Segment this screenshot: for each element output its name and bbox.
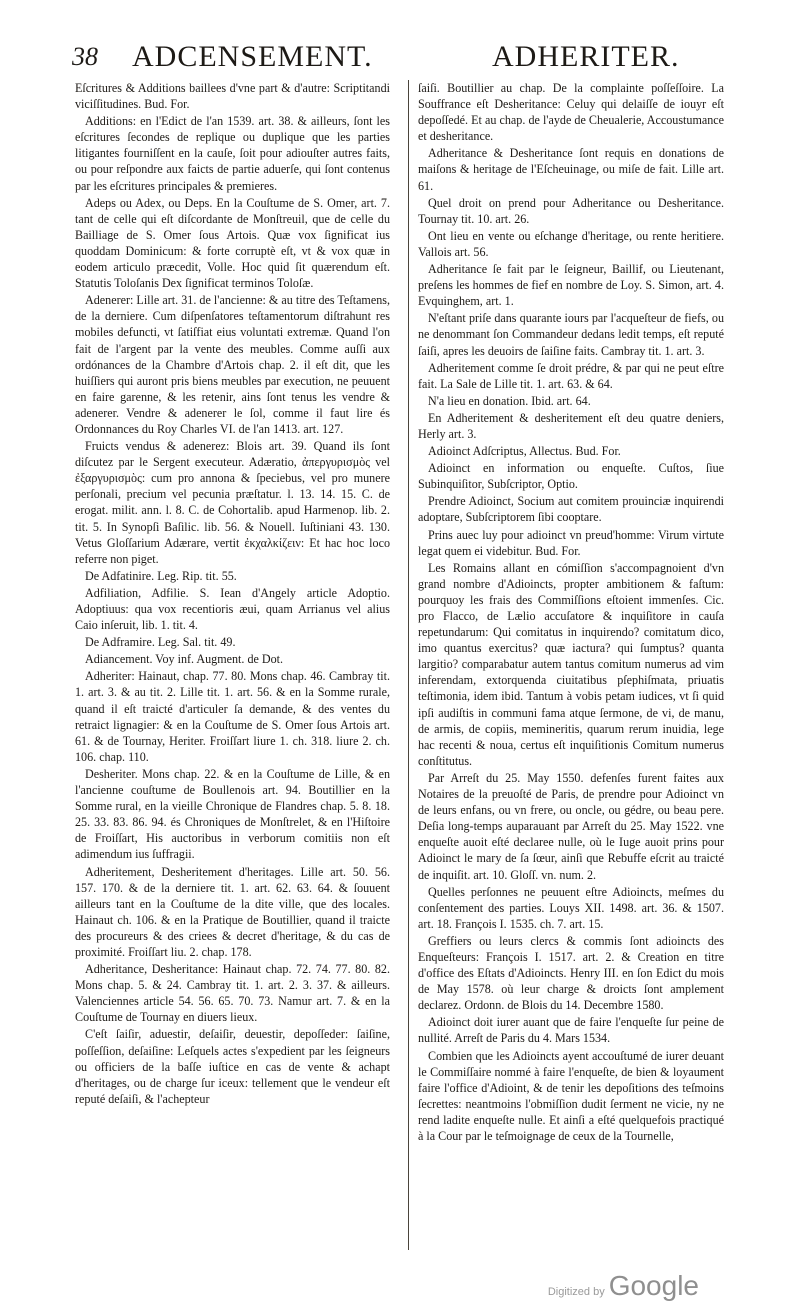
page-number: 38 (72, 42, 98, 71)
paragraph: Adioinct doit iurer auant que de faire l'enqueſte ſur peine de nullité. Arreſt de Paris du 4. Mars 1534. (418, 1015, 724, 1046)
paragraph: Eſcritures & Additions baillees d'vne part & d'autre: Scriptitandi viciſſitudines. Bud. For. (75, 81, 390, 112)
paragraph: Adheritement, Desheritement d'heritages. Lille art. 50. 56. 157. 170. & de la derniere tit. 1. art. 62. 63. 64. & ſouuent ailleurs tant en la Couſtume de la dite ville, que des locales. Hainaut ch. 106. & en la Pratique de Boutillier, quand il traicte des procureurs & des criees & decret d'heritage, & du cas de proximité. Froiſſart liu. 2. chap. 178. (75, 864, 390, 959)
paragraph: Adiancement. Voy inf. Augment. de Dot. (85, 652, 284, 667)
paragraph: Adheriter: Hainaut, chap. 77. 80. Mons chap. 46. Cambray tit. 1. art. 3. & au tit. 2. Lille tit. 1. art. 56. & en la Somme rurale, quand il eſt traicté d'articuler ſa demande, & des ventes du retraict lignagier: & en la Couſtume de S. Omer ſous Artois art. 61. & de Tournay, Heriter. Froiſſart liure 1. ch. 318. liure 2. ch. 106. chap. 110. (75, 669, 390, 764)
paragraph: Ont lieu en vente ou eſchange d'heritage, ou rente heritiere. Vallois art. 56. (418, 228, 724, 259)
paragraph: N'a lieu en donation. Ibid. art. 64. (428, 393, 591, 408)
paragraph: Adeps ou Adex, ou Deps. En la Couſtume de S. Omer, art. 7. tant de celle qui eſt diſcordante de Monſtreuil, que de celle du Bailliage de S. Omer ſous Artois. Quæ vox ſignificat ius quoddam Dominicum: & forte corruptè eſt, vt & vox quæ in eodem articulo præcedit, Volle. Hoc quid ſit quærendum eſt. Statutis Toloſanis Dex ſignificat terminos Toloſæ. (75, 195, 390, 291)
paragraph: Adioinct Adſcriptus, Allectus. Bud. For. (428, 444, 621, 459)
left-column (75, 80, 390, 1108)
paragraph: Quel droit on prend pour Adheritance ou Desheritance. Tournay tit. 10. art. 26. (418, 195, 724, 226)
paragraph: Les Romains allant en cómiſſion s'accompagnoient d'vn grand nombre d'Adioincts, propter ambitionem & faſtum: pourquoy les frais des Commiſſions eſtoient immenſes. Cic. pro Flacco, de Lælio accuſatore & inquiſitore in cauſa repetundarum: Qui comitatus in inquirendo? comitatum dico, imo quantus exercitus? quæ iactura? qui ſumptus? quanta largitio? comparabatur autem tantus comitum numerus ad vim inferendam, extorquenda ciuitatibus pſephiſmata, priuatis teſtimonia, idem ibid. Tantum à vobis petam iudices, vt ſi quid ipſi audiſtis in communi fama atque ſermone, de vi, de manu, de armis, de copiis, memineritis, quarum rerum inuidia, lege hac recenti & noua, certus eſt inquiſitionis Comitum numerus conſtitutus. (418, 560, 724, 768)
paragraph: Adheritance & Desheritance ſont requis en donations de maiſons & heritage de l'Eſcheuinage, ou miſe de fait. Lille art. 61. (418, 146, 724, 193)
paragraph: De Adframire. Leg. Sal. tit. 49. (85, 635, 236, 650)
paragraph: Greffiers ou leurs clercs & commis ſont adioincts des Enqueſteurs: François I. 1517. art. 2. & Creation en titre d'office des Eſtats d'Adioincts. Henry III. en ſon Edict du mois de May 1578. où leur charge & droicts ſont amplement declarez. Ordonn. de Blois du 14. Decembre 1580. (418, 933, 724, 1013)
running-head-right: ADHERITER. (492, 40, 680, 73)
paragraph: Prendre Adioinct, Socium aut comitem prouinciæ inquirendi adoptare, Subſcriptorem ſibi cooptare. (418, 494, 724, 525)
paragraph: De Adfatinire. Leg. Rip. tit. 55. (85, 568, 237, 583)
paragraph: Adioinct en information ou enqueſte. Cuſtos, ſiue Subinquiſitor, Subſcriptor, Optio. (418, 461, 724, 492)
paragraph: Additions: en l'Edict de l'an 1539. art. 38. & ailleurs, ſont les eſcritures ſecondes de replique ou duplique que les parties litigantes fourniſſent en la cauſe, ſoit pour adiouſter autres faits, ou pour reſpondre aux faicts de partie aduerſe, qui ſont contenus par les eſcritures principales & premieres. (75, 114, 390, 193)
paragraph: Fruicts vendus & adenerez: Blois art. 39. Quand ils ſont diſcutez par le Sergent executeur. Adæratio, ἀπεργυρισμὸς vel ἐξαργυρισμὸς: cum pro annona & ſpeciebus, vel pro munere perſonali, precium vel pecunia præſtatur. l. 13. 14. 15. C. de erogat. milit. ann. l. 8. C. de Cohortalib. apud Harmenop. lib. 2. tit. 5. In Synopſi Baſilic. lib. 56. & Nouell. Iuſtiniani 43. 130. Vetus Gloſſarium Adærare, vertit ἐκχαλκίζειν: Et hac hoc loco referre non piget. (75, 439, 390, 566)
column-divider (408, 80, 409, 1250)
digitized-watermark (548, 1270, 699, 1302)
google-logo: Google (608, 1270, 699, 1301)
paragraph: ſaiſi. Boutillier au chap. De la complainte poſſeſſoire. La Souffrance eſt Desheritance: Celuy qui delaiſſe de iouyr eſt depoſſedé. Et au chap. de l'ayde de Cheualerie, Accoustumance et desheritance. (418, 81, 724, 144)
paragraph: Combien que les Adioincts ayent accouſtumé de iurer deuant le Commiſſaire nommé à faire l'enqueſte, de bien & loyaument faire l'office d'Adioint, & de tenir les depoſitions des teſmoins ſecrettes: neantmoins l'obmiſſion dudit ſerment ne vicie, ny ne rend ladite enqueſte nulle. Et ainſi a eſté quelquefois practiqué à la Cour par le teſmoignage de ceux de la Tournelle, (418, 1048, 724, 1143)
digitized-label: Digitized by (547, 1286, 605, 1298)
paragraph: Adfiliation, Adfilie. S. Iean d'Angely article Adoptio. Adoptiuus: qua vox recentioris æui, quam Arrianus vel alius Caio inſeruit, lib. 1. tit. 4. (75, 585, 390, 633)
paragraph: Adenerer: Lille art. 31. de l'ancienne: & au titre des Teſtamens, de la derniere. Cum diſpenſatores teſtamentorum diſtrahunt res mobiles defuncti, vt ſatiſfiat eius voluntati extremæ. Quand l'on fait de l'argent par la vente des meubles. Comme auſſi aux ordónances de la Chambre d'Artois chap. 2. il eſt dit, que les huiſſiers qui auront pris biens meubles par execution, ne peuuent en faire garenne, & les retenir, ains ſont tenus les vendre & adenerer. Vendre & adenerer le ſol, comme il faut lire és Ordonnances du Roy Charles VI. de l'an 1413. art. 127. (75, 293, 390, 436)
running-head-left: ADCENSEMENT. (132, 40, 373, 73)
paragraph: Prins auec luy pour adioinct vn preud'homme: Virum virtute legat quem ei videbitur. Bud. For. (418, 527, 724, 558)
paragraph: Par Arreſt du 25. May 1550. defenſes furent faites aux Notaires de la preuoſté de Paris, de prendre pour Adioinct vn de leurs enfans, ou vn frere, ou oncle, ou gédre, ou beau pere. Deſia long-temps auparauant par Arreſt du 25. May 1522. vne enqueſte auoit eſté declaree nulle, où le Iuge auoit prins pour Adioinct le mary de ſa ſœur, ainſi que Rebuffe eſcrit au traicté de inquiſit. art. 10. Gloſſ. vn. num. 2. (418, 770, 724, 882)
paragraph: Adheritance ſe fait par le ſeigneur, Baillif, ou Lieutenant, preſens les hommes de fief en nombre de Loy. S. Simon, art. 4. Evquinghem, art. 1. (418, 262, 724, 309)
paragraph: C'eſt ſaiſir, aduestir, deſaiſir, deuestir, depoſſeder: ſaiſine, poſſeſſion, deſaiſine: Leſquels actes s'expedient par les ſeigneurs ou officiers de la baſſe iuſtice en cas de vente & achapt d'heritages, ou de charge ſur iceux: tellement que le vendeur eſt reputé deſaiſi, & l'achepteur (75, 1027, 390, 1106)
paragraph: N'eſtant priſe dans quarante iours par l'acqueſteur de fiefs, ou ne denommant ſon Commandeur dedans ledit temps, eſt reputé ſaiſi, apres les deuoirs de ſaiſine faits. Cambray tit. 1. art. 3. (418, 311, 724, 358)
paragraph: Adheritance, Desheritance: Hainaut chap. 72. 74. 77. 80. 82. Mons chap. 5. & 24. Cambray tit. 1. art. 2. 3. 37. & ailleurs. Valenciennes article 54. 56. 65. 70. 73. Namur art. 7. & en la Couſtume de Tournay en diuers lieux. (75, 962, 390, 1025)
paragraph: Desheriter. Mons chap. 22. & en la Couſtume de Lille, & en l'ancienne couſtume de Boullenois art. 94. Boutillier en la Somme rural, en la vieille Chronique de Flandres chap. 5. 8. 18. 25. 33. 83. 86. 94. és Chroniques de Monſtrelet, & en l'Hiſtoire de Froiſſart, His auctoribus in verborum comitiis non eſt adimendum ius ſuffragii. (75, 766, 390, 862)
paragraph: En Adheritement & desheritement eſt deu quatre deniers, Herly art. 3. (418, 410, 724, 441)
right-column (418, 80, 724, 1145)
paragraph: Adheritement comme ſe droit prédre, & par qui ne peut eſtre fait. La Sale de Lille tit. 1. art. 63. & 64. (418, 360, 724, 391)
paragraph: Quelles perſonnes ne peuuent eſtre Adioincts, meſmes du conſentement des parties. Louys XII. 1498. art. 36. & 1507. art. 18. François I. 1535. ch. 7. art. 15. (418, 884, 724, 931)
